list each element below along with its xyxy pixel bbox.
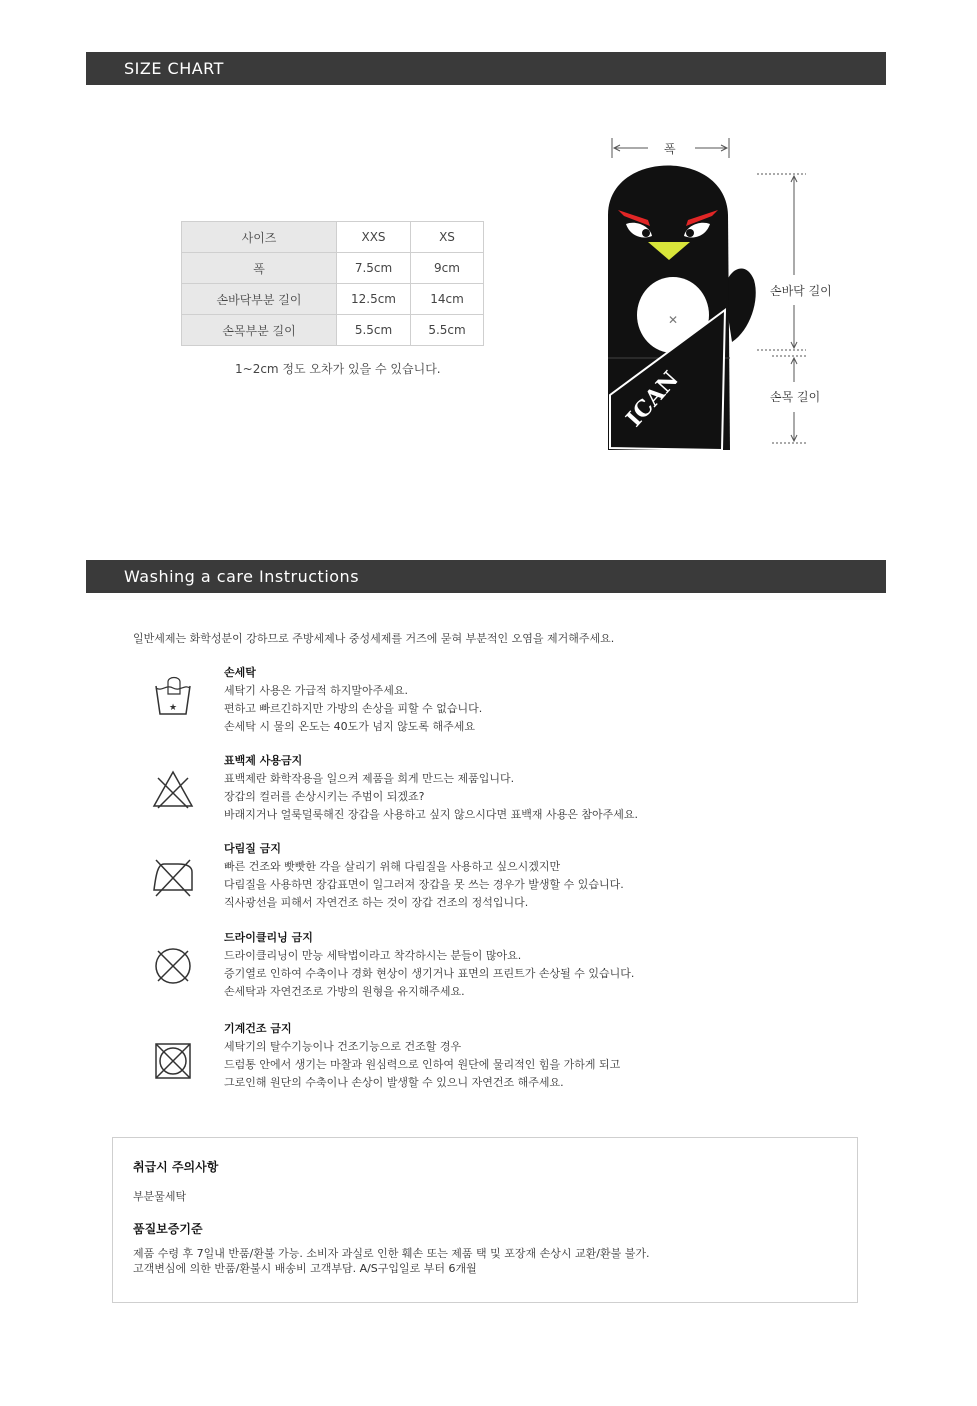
mitten-diagram <box>600 130 860 470</box>
notice-text: 부분물세탁 <box>133 1190 187 1203</box>
size-table <box>181 221 484 346</box>
care-line: 빠른 건조와 빳빳한 각을 살리기 위해 다림질을 사용하고 싶으시겠지만 <box>224 860 561 873</box>
penguin-mitten-illustration <box>600 130 860 470</box>
notice-heading: 취급시 주의사항 <box>133 1160 219 1174</box>
width-label: 폭 <box>664 142 676 156</box>
notice-box <box>112 1137 858 1303</box>
care-line: 편하고 빠르긴하지만 가방의 손상을 피할 수 없습니다. <box>224 702 483 715</box>
care-line: 드라이클리닝이 만능 세탁법이라고 착각하시는 분들이 많아요. <box>224 949 522 962</box>
no-bleach-icon <box>150 766 196 812</box>
care-title: 기계건조 금지 <box>224 1022 292 1035</box>
wrist-length-label: 손목 길이 <box>770 390 821 404</box>
svg-text:★: ★ <box>169 703 178 713</box>
no-tumble-dry-icon <box>150 1038 196 1084</box>
table-header-cell: XS <box>411 222 484 253</box>
table-cell: 12.5cm <box>337 284 411 315</box>
care-line: 다림질을 사용하면 장갑표면이 일그러져 장갑을 못 쓰는 경우가 발생할 수 있습니다. <box>224 878 624 891</box>
svg-text:✕: ✕ <box>668 313 679 327</box>
table-cell: 폭 <box>182 253 337 284</box>
care-line: 바래지거나 얼룩덜룩해진 장갑을 사용하고 싶지 않으시다면 표백재 사용은 참아주세요. <box>224 808 639 821</box>
care-line: 장갑의 컬러를 손상시키는 주범이 되겠죠? <box>224 790 425 803</box>
table-cell: 9cm <box>411 253 484 284</box>
table-header-cell: 사이즈 <box>182 222 337 253</box>
table-row <box>182 222 484 253</box>
care-title: 표백제 사용금지 <box>224 754 303 767</box>
care-line: 드럼통 안에서 생기는 마찰과 원심력으로 인하여 원단에 물리적인 힘을 가하게 되고 <box>224 1058 621 1071</box>
table-cell: 14cm <box>411 284 484 315</box>
care-line: 손세탁 시 물의 온도는 40도가 넘지 않도록 해주세요 <box>224 720 475 733</box>
no-dry-clean-icon <box>150 943 196 989</box>
care-line: 세탁기의 탈수기능이나 건조기능으로 건조할 경우 <box>224 1040 462 1053</box>
care-title: 다림질 금지 <box>224 842 281 855</box>
table-row <box>182 315 484 346</box>
table-cell: 5.5cm <box>337 315 411 346</box>
care-line: 직사광선을 피해서 자연건조 하는 것이 장갑 건조의 정석입니다. <box>224 896 529 909</box>
table-row <box>182 253 484 284</box>
care-line: 표백제란 화학작용을 일으켜 제품을 희게 만드는 제품입니다. <box>224 772 515 785</box>
table-cell: 손바닥부분 길이 <box>182 284 337 315</box>
mitten-logo: ICAN <box>621 366 684 433</box>
washing-header: Washing a care Instructions <box>86 560 886 593</box>
warranty-line: 제품 수령 후 7일내 반품/환불 가능. 소비자 과실로 인한 훼손 또는 제품 택 및 포장재 손상시 교환/환불 불가. <box>133 1247 650 1260</box>
no-iron-icon <box>150 854 196 900</box>
care-title: 손세탁 <box>224 666 256 679</box>
table-header-cell: XXS <box>337 222 411 253</box>
hand-wash-icon <box>150 674 196 720</box>
table-cell: 7.5cm <box>337 253 411 284</box>
warranty-heading: 품질보증기준 <box>133 1222 203 1236</box>
palm-length-label: 손바닥 길이 <box>770 284 832 298</box>
warranty-line: 고객변심에 의한 반품/환불시 배송비 고객부담. A/S구입일로 부터 6개월 <box>133 1262 477 1275</box>
table-cell: 5.5cm <box>411 315 484 346</box>
care-line: 손세탁과 자연건조로 가방의 원형을 유지해주세요. <box>224 985 465 998</box>
washing-intro: 일반세제는 화학성분이 강하므로 주방세제나 중성세제를 거즈에 묻혀 부분적인 오염을 제거해주세요. <box>133 632 615 645</box>
care-line: 증기열로 인하여 수축이나 경화 현상이 생기거나 표면의 프린트가 손상될 수 있습니다. <box>224 967 635 980</box>
table-cell: 손목부분 길이 <box>182 315 337 346</box>
care-title: 드라이클리닝 금지 <box>224 931 313 944</box>
table-row <box>182 284 484 315</box>
tolerance-note: 1~2cm 정도 오차가 있을 수 있습니다. <box>235 362 441 376</box>
care-line: 그로인해 원단의 수축이나 손상이 발생할 수 있으니 자연건조 해주세요. <box>224 1076 564 1089</box>
care-line: 세탁기 사용은 가급적 하지말아주세요. <box>224 684 409 697</box>
size-chart-header: SIZE CHART <box>86 52 886 85</box>
